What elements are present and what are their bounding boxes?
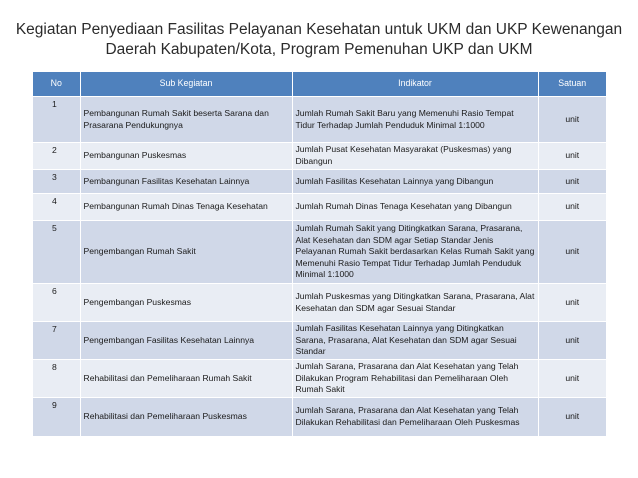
header-sub-kegiatan: Sub Kegiatan [80,72,292,97]
cell-satuan: unit [538,194,606,221]
cell-sub-kegiatan: Pengembangan Rumah Sakit [80,221,292,284]
slide-title [0,20,638,60]
cell-sub-kegiatan: Pembangunan Rumah Dinas Tenaga Kesehatan [80,194,292,221]
cell-satuan: unit [538,322,606,360]
kegiatan-table [33,72,606,436]
cell-indikator: Jumlah Rumah Sakit Baru yang Memenuhi Rasio Tempat Tidur Terhadap Jumlah Penduduk Minimal 1:1000 [292,97,538,143]
cell-indikator: Jumlah Rumah Dinas Tenaga Kesehatan yang Dibangun [292,194,538,221]
cell-sub-kegiatan: Pengembangan Fasilitas Kesehatan Lainnya [80,322,292,360]
cell-satuan: unit [538,97,606,143]
cell-sub-kegiatan: Rehabilitasi dan Pemeliharaan Rumah Sakit [80,360,292,398]
cell-indikator: Jumlah Fasilitas Kesehatan Lainnya yang Ditingkatkan Sarana, Prasarana, Alat Kesehatan dan SDM agar Sesuai Standar [292,322,538,360]
cell-no: 6 [33,284,80,322]
cell-no: 1 [33,97,80,143]
header-satuan: Satuan [538,72,606,97]
cell-sub-kegiatan: Pembangunan Rumah Sakit beserta Sarana dan Prasarana Pendukungnya [80,97,292,143]
table-row [33,360,606,398]
header-no: No [33,72,80,97]
cell-satuan: unit [538,284,606,322]
table-row [33,194,606,221]
table-row [33,143,606,170]
cell-satuan: unit [538,170,606,194]
cell-sub-kegiatan: Rehabilitasi dan Pemeliharaan Puskesmas [80,398,292,436]
cell-no: 2 [33,143,80,170]
cell-indikator: Jumlah Puskesmas yang Ditingkatkan Sarana, Prasarana, Alat Kesehatan dan SDM agar Sesuai Standar [292,284,538,322]
table-row [33,97,606,143]
table-row [33,284,606,322]
table-header-row [33,72,606,97]
slide-title-line-1: Kegiatan Penyediaan Fasilitas Pelayanan Kesehatan untuk UKM dan UKP Kewenangan [15,21,623,38]
cell-satuan: unit [538,221,606,284]
cell-satuan: unit [538,143,606,170]
cell-satuan: unit [538,398,606,436]
cell-indikator: Jumlah Pusat Kesehatan Masyarakat (Puskesmas) yang Dibangun [292,143,538,170]
cell-no: 7 [33,322,80,360]
cell-indikator: Jumlah Sarana, Prasarana dan Alat Kesehatan yang Telah Dilakukan Rehabilitasi dan Pemeliharaan Oleh Puskesmas [292,398,538,436]
table-row [33,398,606,436]
slide-title-line-2: Daerah Kabupaten/Kota, Program Pemenuhan UKP dan UKM [105,41,533,58]
cell-no: 8 [33,360,80,398]
cell-indikator: Jumlah Sarana, Prasarana dan Alat Kesehatan yang Telah Dilakukan Program Rehabilitasi dan Pemeliharaan Oleh Rumah Sakit [292,360,538,398]
cell-sub-kegiatan: Pengembangan Puskesmas [80,284,292,322]
cell-no: 3 [33,170,80,194]
header-indikator: Indikator [292,72,538,97]
table-row [33,221,606,284]
cell-satuan: unit [538,360,606,398]
cell-indikator: Jumlah Rumah Sakit yang Ditingkatkan Sarana, Prasarana, Alat Kesehatan dan SDM agar Setiap Standar Jenis Pelayanan Rumah Sakit berdasarkan Kelas Rumah Sakit yang Memenuhi Rasio Tempat Tidur Terhadap Jumlah Penduduk Minimal 1:1000 [292,221,538,284]
cell-no: 4 [33,194,80,221]
cell-no: 5 [33,221,80,284]
cell-no: 9 [33,398,80,436]
cell-sub-kegiatan: Pembangunan Puskesmas [80,143,292,170]
table-row [33,322,606,360]
cell-indikator: Jumlah Fasilitas Kesehatan Lainnya yang Dibangun [292,170,538,194]
cell-sub-kegiatan: Pembangunan Fasilitas Kesehatan Lainnya [80,170,292,194]
table-row [33,170,606,194]
